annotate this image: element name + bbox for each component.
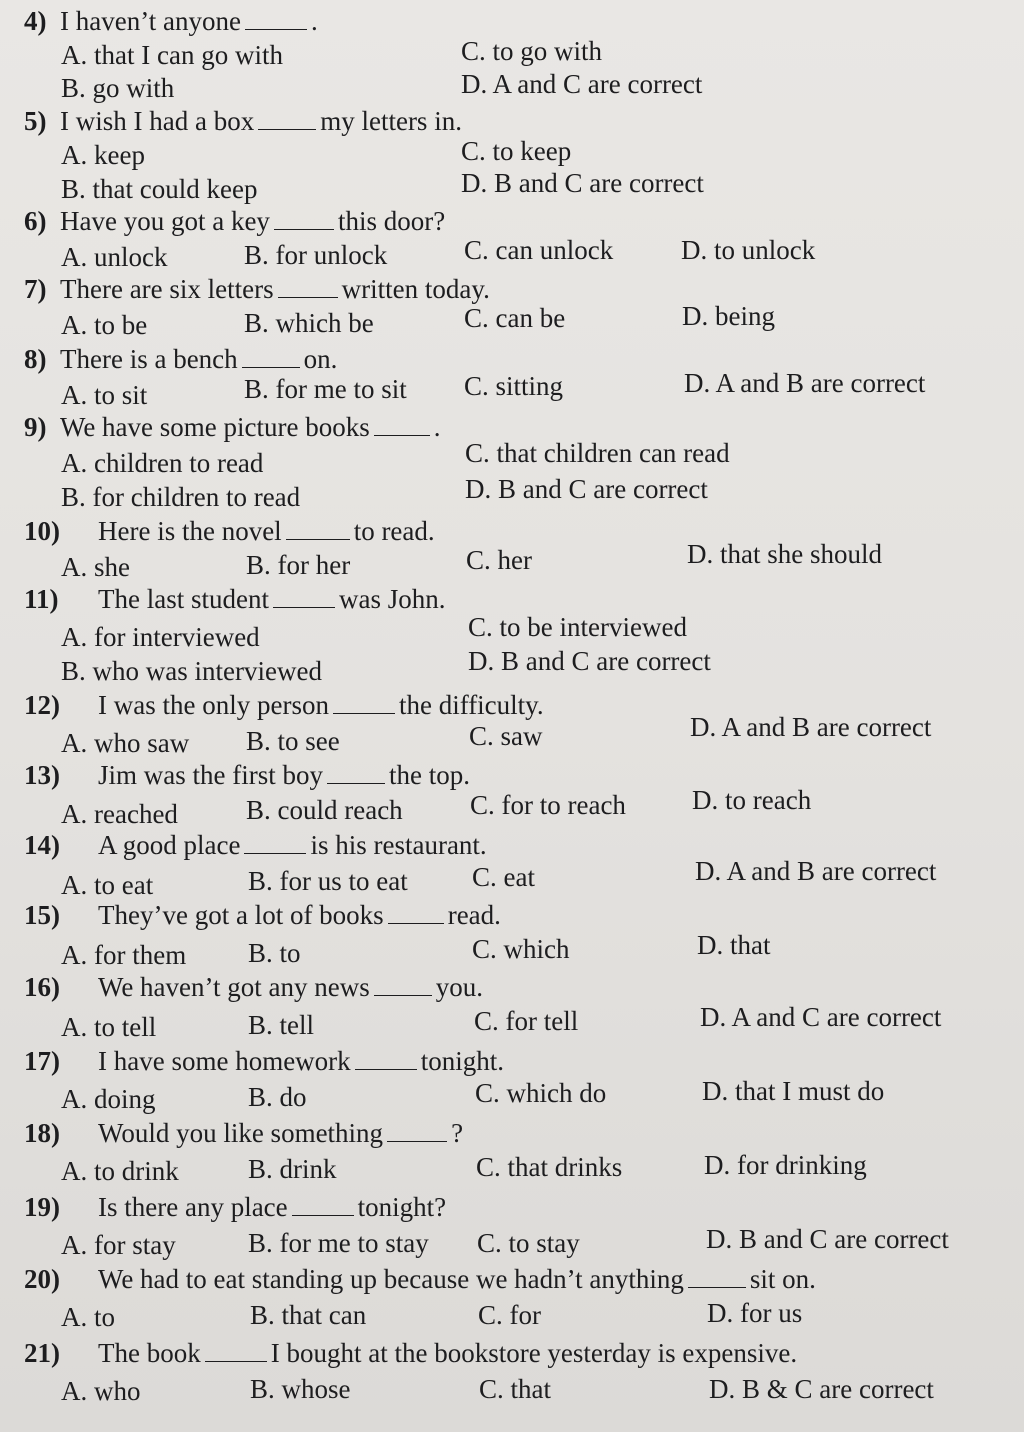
answer-blank[interactable] <box>374 413 430 436</box>
option-a[interactable]: A. children to read <box>61 448 264 478</box>
option-c[interactable]: C. that <box>479 1374 551 1404</box>
question-8 <box>24 342 1004 412</box>
question-10 <box>24 514 1004 584</box>
stem-text-before: I was the only person <box>98 690 329 720</box>
question-21 <box>24 1336 1004 1406</box>
option-c[interactable]: C. her <box>466 545 532 575</box>
question-17 <box>24 1044 1004 1114</box>
question-4 <box>24 4 1004 103</box>
answer-blank[interactable] <box>258 107 316 130</box>
option-a[interactable]: A. to <box>61 1302 115 1332</box>
stem-text-before: There are six letters <box>60 274 274 304</box>
question-stem <box>24 272 490 306</box>
option-a[interactable]: A. to tell <box>61 1012 157 1042</box>
stem-text-after: I bought at the bookstore yesterday is expensive. <box>270 1338 798 1368</box>
answer-blank[interactable] <box>286 517 350 540</box>
option-a[interactable]: A. for them <box>61 940 187 970</box>
option-a[interactable]: A. doing <box>61 1084 156 1114</box>
option-d[interactable]: D. being <box>682 301 775 331</box>
stem-text-before: Jim was the first boy <box>98 760 323 790</box>
question-number: 8) <box>24 344 47 374</box>
answer-blank[interactable] <box>274 207 334 230</box>
option-c[interactable]: C. can be <box>464 303 566 333</box>
option-a[interactable]: A. to sit <box>61 380 148 410</box>
question-5 <box>24 104 1004 204</box>
stem-text-before: We haven’t got any news <box>98 972 370 1002</box>
option-d[interactable]: D. B & C are correct <box>709 1374 934 1404</box>
answer-blank[interactable] <box>278 275 338 298</box>
answer-blank[interactable] <box>387 1119 447 1142</box>
answer-blank[interactable] <box>333 691 395 714</box>
option-d[interactable]: D. B and C are correct <box>465 474 708 504</box>
stem-text-after: my letters in. <box>320 106 462 136</box>
option-a[interactable]: A. unlock <box>61 242 168 272</box>
option-c[interactable]: C. for <box>478 1300 541 1330</box>
option-b[interactable]: B. whose <box>250 1374 351 1404</box>
question-stem <box>24 342 337 376</box>
option-d[interactable]: D. B and C are correct <box>461 168 704 198</box>
option-b[interactable]: B. for me to sit <box>244 374 407 404</box>
option-d[interactable]: D. A and B are correct <box>690 712 932 742</box>
option-c[interactable]: C. for to reach <box>470 790 626 820</box>
answer-blank[interactable] <box>374 973 432 996</box>
option-a[interactable]: A. keep <box>61 140 145 170</box>
option-c[interactable]: C. eat <box>472 862 535 892</box>
question-15 <box>24 898 1004 968</box>
question-19 <box>24 1190 1004 1260</box>
question-number: 12) <box>24 690 60 720</box>
question-13 <box>24 758 1004 828</box>
answer-blank[interactable] <box>688 1265 746 1288</box>
question-stem <box>24 688 544 722</box>
option-b[interactable]: B. for her <box>246 550 351 580</box>
option-c[interactable]: C. that children can read <box>465 438 730 468</box>
question-stem <box>24 970 483 1004</box>
answer-blank[interactable] <box>242 345 300 368</box>
stem-text-before: Here is the novel <box>98 516 282 546</box>
option-a[interactable]: A. that I can go with <box>61 40 283 70</box>
option-b[interactable]: B. that can <box>250 1300 367 1330</box>
question-7 <box>24 272 1004 342</box>
option-a[interactable]: A. who saw <box>61 728 190 758</box>
stem-text-after: to read. <box>353 516 435 546</box>
question-stem <box>24 1044 504 1078</box>
answer-blank[interactable] <box>273 585 335 608</box>
option-c[interactable]: C. to stay <box>477 1228 580 1258</box>
stem-text-before: There is a bench <box>60 344 238 374</box>
option-a[interactable]: A. reached <box>61 799 178 829</box>
question-stem <box>24 1190 446 1224</box>
question-number: 4) <box>24 6 47 36</box>
option-b[interactable]: B. go with <box>61 73 175 103</box>
option-d[interactable]: D. that <box>697 930 771 960</box>
option-c[interactable]: C. that drinks <box>476 1152 623 1182</box>
question-stem <box>24 104 462 138</box>
option-b[interactable]: B. for children to read <box>61 482 301 512</box>
question-16 <box>24 970 1004 1040</box>
stem-text-after: tonight. <box>420 1046 504 1076</box>
stem-text-after: this door? <box>337 206 446 236</box>
answer-blank[interactable] <box>205 1339 267 1362</box>
stem-text-before: I have some homework <box>98 1046 351 1076</box>
question-stem <box>24 758 470 792</box>
option-a[interactable]: A. she <box>61 552 130 582</box>
option-a[interactable]: A. to be <box>61 310 148 340</box>
question-number: 20) <box>24 1264 60 1294</box>
question-9 <box>24 410 1004 512</box>
option-b[interactable]: B. that could keep <box>61 174 258 204</box>
stem-text-before: Have you got a key <box>60 206 270 236</box>
stem-text-after: tonight? <box>357 1192 447 1222</box>
question-stem <box>24 582 445 616</box>
option-d[interactable]: D. A and B are correct <box>684 368 926 398</box>
question-14 <box>24 828 1004 898</box>
question-number: 13) <box>24 760 60 790</box>
option-b[interactable]: B. which be <box>244 308 374 338</box>
question-stem <box>24 204 445 238</box>
stem-text-after: read. <box>447 900 501 930</box>
question-stem <box>24 1116 463 1150</box>
answer-blank[interactable] <box>245 7 307 30</box>
question-number: 14) <box>24 830 60 860</box>
answer-blank[interactable] <box>244 831 306 854</box>
question-stem <box>24 898 501 932</box>
question-number: 15) <box>24 900 60 930</box>
question-stem <box>24 1262 816 1296</box>
option-a[interactable]: A. to eat <box>61 870 154 900</box>
option-c[interactable]: C. to be interviewed <box>468 612 687 642</box>
stem-text-after: is his restaurant. <box>310 830 487 860</box>
answer-blank[interactable] <box>292 1193 354 1216</box>
question-12 <box>24 688 1004 758</box>
stem-text-after: . <box>433 412 441 442</box>
question-number: 7) <box>24 274 47 304</box>
stem-text-before: I haven’t anyone <box>60 6 241 36</box>
option-b[interactable]: B. could reach <box>246 795 403 825</box>
question-11 <box>24 582 1004 686</box>
option-d[interactable]: D. to reach <box>692 785 812 815</box>
question-number: 6) <box>24 206 47 236</box>
question-18 <box>24 1116 1004 1186</box>
stem-text-after: written today. <box>341 274 490 304</box>
option-d[interactable]: D. A and B are correct <box>695 856 937 886</box>
question-number: 5) <box>24 106 47 136</box>
option-a[interactable]: A. to drink <box>61 1156 179 1186</box>
stem-text-before: We had to eat standing up because we hadn’t anything <box>98 1264 684 1294</box>
option-c[interactable]: C. which do <box>475 1078 607 1108</box>
question-stem <box>24 4 318 38</box>
question-number: 21) <box>24 1338 60 1368</box>
option-d[interactable]: D. A and C are correct <box>700 1002 942 1032</box>
option-c[interactable]: C. can unlock <box>464 235 614 265</box>
question-number: 18) <box>24 1118 60 1148</box>
option-d[interactable]: D. for us <box>707 1298 803 1328</box>
option-d[interactable]: D. that she should <box>687 539 882 569</box>
option-a[interactable]: A. who <box>61 1376 141 1406</box>
question-number: 19) <box>24 1192 60 1222</box>
question-20 <box>24 1262 1004 1332</box>
option-b[interactable]: B. to see <box>246 726 340 756</box>
stem-text-before: Would you like something <box>98 1118 384 1148</box>
option-d[interactable]: D. A and C are correct <box>461 69 703 99</box>
question-stem <box>24 828 487 862</box>
stem-text-after: the difficulty. <box>398 690 544 720</box>
option-d[interactable]: D. B and C are correct <box>706 1224 949 1254</box>
answer-blank[interactable] <box>388 901 444 924</box>
stem-text-before: Is there any place <box>98 1192 288 1222</box>
option-c[interactable]: C. to keep <box>461 136 572 166</box>
stem-text-before: We have some picture books <box>60 412 370 442</box>
question-number: 16) <box>24 972 60 1002</box>
answer-blank[interactable] <box>327 761 385 784</box>
option-c[interactable]: C. saw <box>469 721 543 751</box>
option-b[interactable]: B. do <box>248 1082 307 1112</box>
option-a[interactable]: A. for stay <box>61 1230 176 1260</box>
option-c[interactable]: C. sitting <box>464 371 564 401</box>
question-number: 17) <box>24 1046 60 1076</box>
option-d[interactable]: D. B and C are correct <box>468 646 711 676</box>
option-d[interactable]: D. that I must do <box>702 1076 885 1106</box>
option-d[interactable]: D. to unlock <box>681 235 816 265</box>
stem-text-after: on. <box>303 344 338 374</box>
option-c[interactable]: C. for tell <box>474 1006 579 1036</box>
option-b[interactable]: B. who was interviewed <box>61 656 322 686</box>
stem-text-after: sit on. <box>749 1264 816 1294</box>
option-b[interactable]: B. for unlock <box>244 240 388 270</box>
stem-text-after: the top. <box>388 760 470 790</box>
answer-blank[interactable] <box>355 1047 417 1070</box>
option-b[interactable]: B. tell <box>248 1010 314 1040</box>
question-stem <box>24 1336 797 1370</box>
question-stem <box>24 514 435 548</box>
option-b[interactable]: B. drink <box>248 1154 337 1184</box>
stem-text-after: . <box>310 6 318 36</box>
option-c[interactable]: C. which <box>472 934 570 964</box>
stem-text-after: you. <box>435 972 484 1002</box>
stem-text-before: I wish I had a box <box>60 106 255 136</box>
option-b[interactable]: B. to <box>248 938 301 968</box>
option-b[interactable]: B. for me to stay <box>248 1228 429 1258</box>
stem-text-after: was John. <box>338 584 446 614</box>
question-number: 9) <box>24 412 47 442</box>
option-c[interactable]: C. to go with <box>461 36 603 66</box>
stem-text-before: The last student <box>98 584 269 614</box>
question-stem <box>24 410 441 444</box>
question-number: 10) <box>24 516 60 546</box>
stem-text-before: The book <box>98 1338 201 1368</box>
stem-text-before: They’ve got a lot of books <box>98 900 384 930</box>
option-b[interactable]: B. for us to eat <box>248 866 408 896</box>
option-d[interactable]: D. for drinking <box>704 1150 867 1180</box>
question-number: 11) <box>24 584 59 614</box>
option-a[interactable]: A. for interviewed <box>61 622 260 652</box>
stem-text-after: ? <box>451 1118 464 1148</box>
stem-text-before: A good place <box>98 830 241 860</box>
question-6 <box>24 204 1004 274</box>
